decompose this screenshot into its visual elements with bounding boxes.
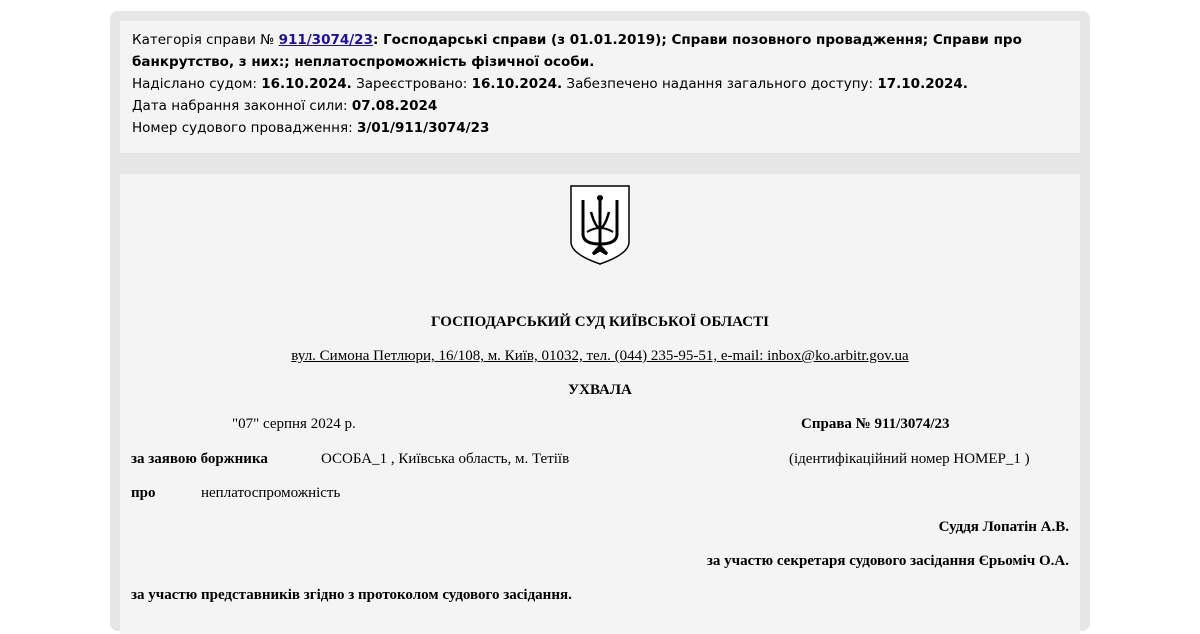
judge: Суддя Лопатін А.В. <box>938 519 1069 535</box>
court-address: вул. Симона Петлюри, 16/108, м. Київ, 01032, тел. (044) 235-95-51, e-mail: inbox@ko.arbitr.gov.ua <box>291 348 909 364</box>
proceeding-label: Номер судового провадження: <box>132 120 357 136</box>
about-text: неплатоспроможність <box>201 485 341 501</box>
force-label: Дата набрання законної сили: <box>132 98 352 114</box>
case-number: Справа № 911/3074/23 <box>801 416 950 432</box>
category-label: Категорія справи № <box>132 32 279 48</box>
court-name: ГОСПОДАРСЬКИЙ СУД КИЇВСЬКОЇ ОБЛАСТІ <box>431 314 769 330</box>
force-date: 07.08.2024 <box>351 98 438 114</box>
debtor-id: (ідентифікаційний номер НОМЕР_1 ) <box>789 451 1030 467</box>
sent-label: Надіслано судом: <box>132 76 262 92</box>
secretary: за участю секретаря судового засідання Єрьоміч О.А. <box>706 553 1069 569</box>
document-type: УХВАЛА <box>568 382 632 398</box>
force-line <box>132 95 1068 117</box>
case-number-link[interactable]: 911/3074/23 <box>278 32 373 48</box>
document-date: "07" серпня 2024 р. <box>232 416 356 432</box>
category-line <box>132 29 1068 73</box>
category-text-1: : Господарські справи (з 01.01.2019); Справи позовного провадження; Справи про <box>372 32 1022 48</box>
sent-date: 16.10.2024. <box>261 76 352 92</box>
debtor-label: за заявою боржника <box>131 451 268 467</box>
proceeding-line <box>132 117 1068 139</box>
registered-label: Зареєстровано: <box>351 76 472 92</box>
coat-of-arms-icon <box>569 184 631 266</box>
case-metadata-panel <box>120 21 1080 153</box>
access-label: Забезпечено надання загального доступу: <box>562 76 878 92</box>
debtor-name: ОСОБА_1 , Київська область, м. Тетіїв <box>321 451 570 467</box>
dates-line <box>132 73 1068 95</box>
registered-date: 16.10.2024. <box>471 76 563 92</box>
category-text-2: банкрутство, з них:; неплатоспроможність фізичної особи. <box>132 54 595 70</box>
about-label: про <box>131 485 156 501</box>
access-date: 17.10.2024. <box>877 76 968 92</box>
representatives: за участю представників згідно з протоколом судового засідання. <box>131 587 572 603</box>
proceeding-number: 3/01/911/3074/23 <box>356 120 490 136</box>
document-body <box>120 174 1080 634</box>
